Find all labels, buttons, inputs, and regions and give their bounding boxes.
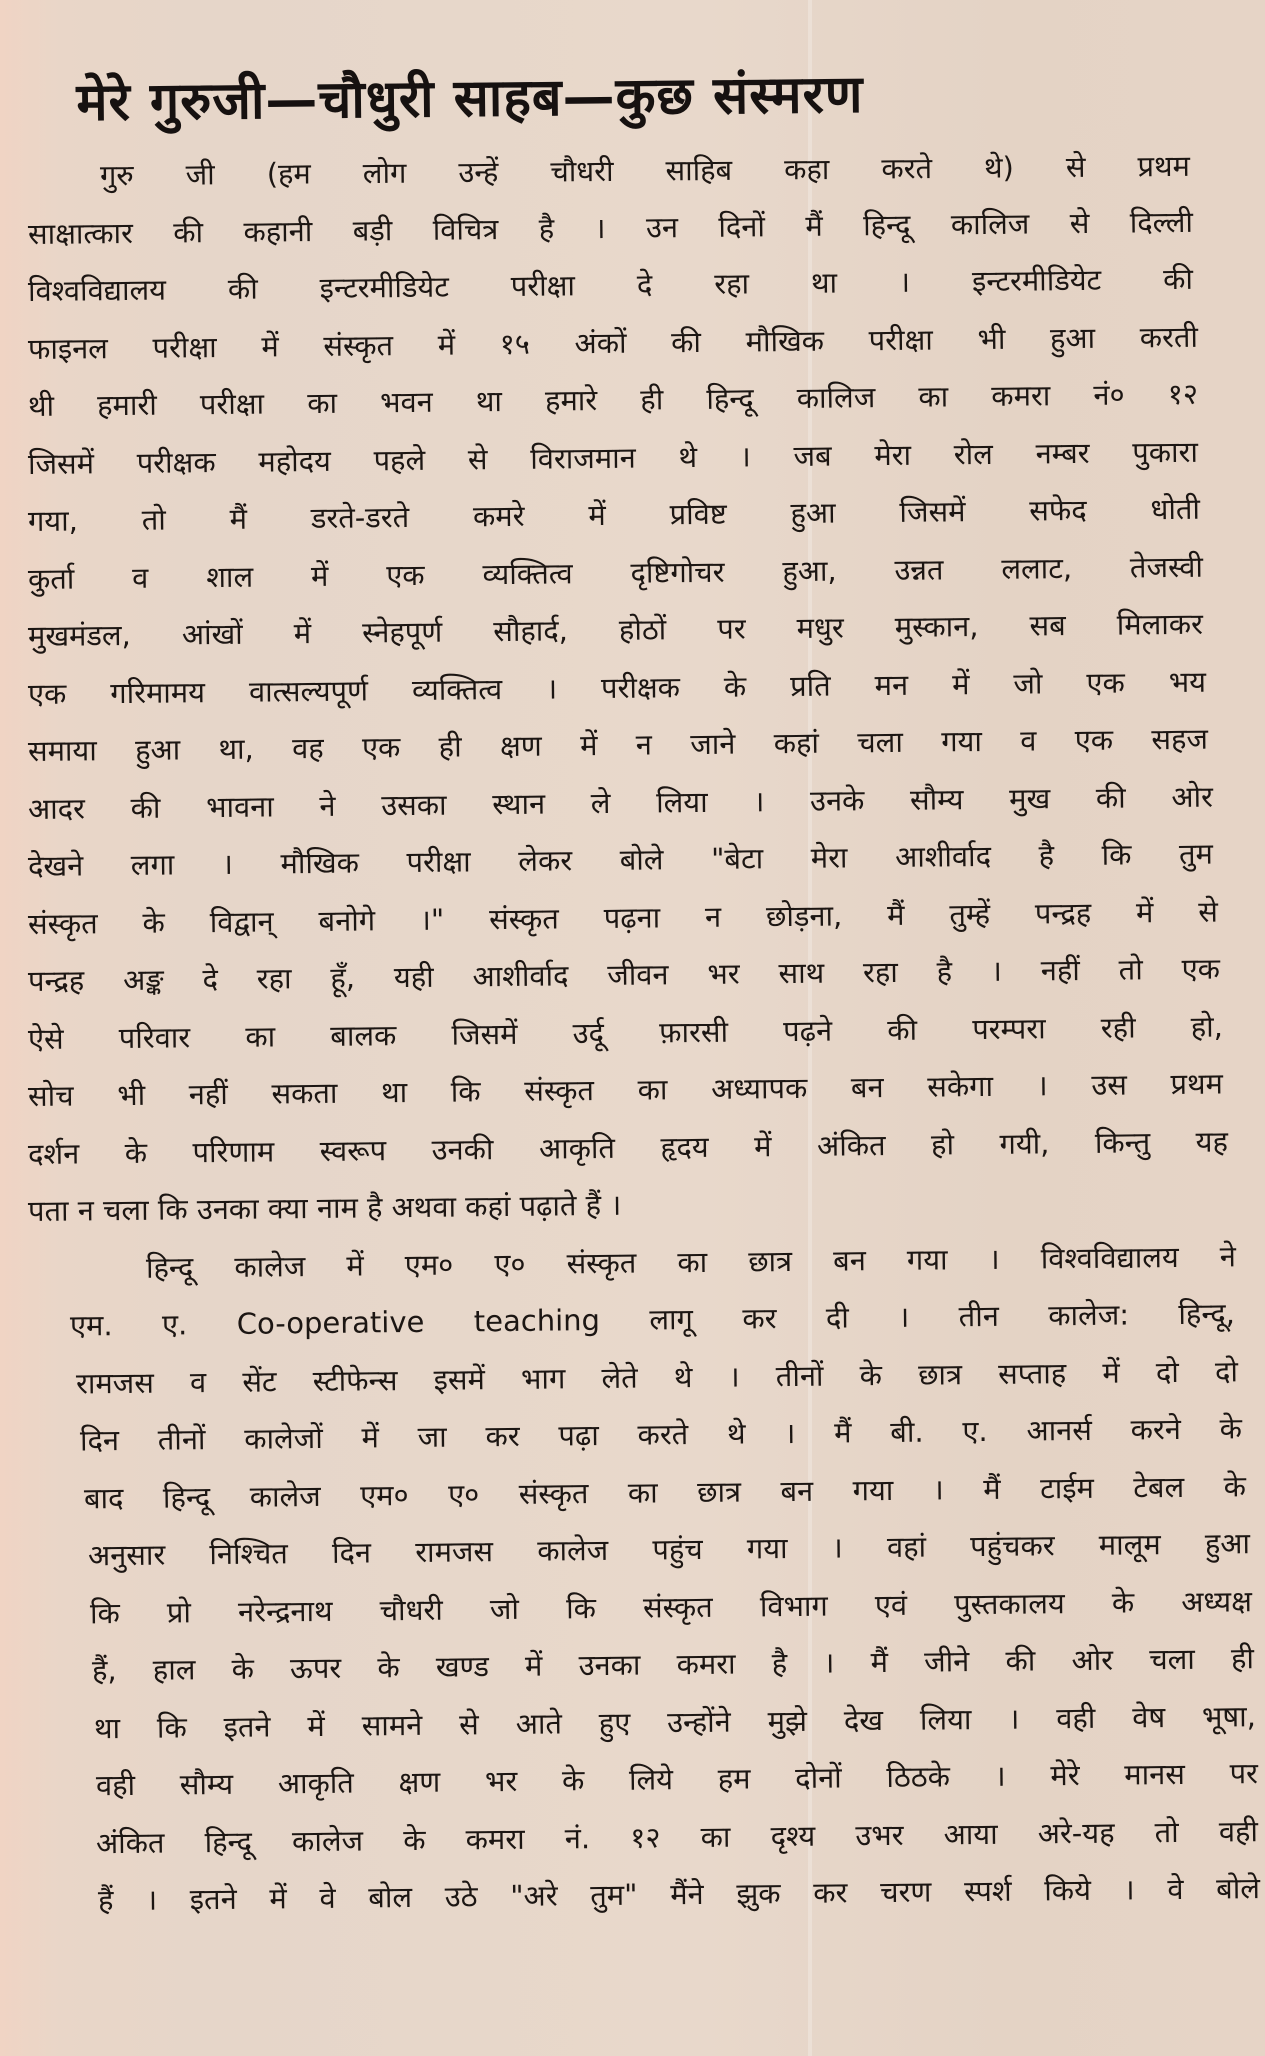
text-line: वही सौम्य आकृति क्षण भर के लिये हम दोनों ठिठके । मेरे मानस पर bbox=[95, 1756, 1259, 1803]
text-line: कि प्रो नरेन्द्रनाथ चौधरी जो कि संस्कृत विभाग एवं पुस्तकालय के अध्यक्ष bbox=[89, 1583, 1253, 1630]
text-line: फाइनल परीक्षा में संस्कृत में १५ अंकों की मौखिक परीक्षा भी हुआ करती bbox=[27, 319, 1199, 366]
text-line: पता न चला कि उनका क्या नाम है अथवा कहां पढ़ाते हैं । bbox=[27, 1187, 622, 1228]
text-line: हिन्दू कालेज में एम० ए० संस्कृत का छात्र बन गया । विश्वविद्यालय ने bbox=[145, 1238, 1237, 1285]
text-line: रामजस व सेंट स्टीफेन्स इसमें भाग लेते थे । तीनों के छात्र सप्ताह में दो दो bbox=[75, 1353, 1239, 1400]
text-line: विश्वविद्यालय की इन्टरमीडियेट परीक्षा दे रहा था । इन्टरमीडियेट की bbox=[27, 261, 1194, 308]
text-line: था कि इतने में सामने से आते हुए उन्होंने मुझे देख लिया । वही वेष भूषा, bbox=[93, 1698, 1257, 1745]
text-line: गुरु जी (हम लोग उन्हें चौधरी साहिब कहा करते थे) से प्रथम bbox=[99, 148, 1191, 193]
text-line: संस्कृत के विद्वान् बनोगे ।" संस्कृत पढ़ना न छोड़ना, मैं तुम्हें पन्द्रह में से bbox=[27, 894, 1219, 941]
text-line: अंकित हिन्दू कालेज के कमरा नं. १२ का दृश्य उभर आया अरे-यह तो वही bbox=[95, 1813, 1259, 1860]
text-line: आदर की भावना ने उसका स्थान ले लिया । उनके सौम्य मुख की ओर bbox=[27, 779, 1214, 826]
text-line: दर्शन के परिणाम स्वरूप उनकी आकृति हृदय में अंकित हो गयी, किन्तु यह bbox=[27, 1123, 1229, 1171]
article-body bbox=[27, 148, 1261, 1931]
text-line: मुखमंडल, आंखों में स्नेहपूर्ण सौहार्द, होठों पर मधुर मुस्कान, सब मिलाकर bbox=[27, 606, 1204, 653]
text-line: गया, तो मैं डरते-डरते कमरे में प्रविष्ट हुआ जिसमें सफेद धोती bbox=[27, 491, 1201, 538]
paragraph-2 bbox=[28, 1238, 1261, 1931]
text-line: साक्षात्कार की कहानी बड़ी विचित्र है । उन दिनों मैं हिन्दू कालिज से दिल्ली bbox=[27, 204, 1194, 251]
text-line: अनुसार निश्चित दिन रामजस कालेज पहुंच गया । वहां पहुंचकर मालूम हुआ bbox=[87, 1526, 1251, 1573]
text-line: थी हमारी परीक्षा का भवन था हमारे ही हिन्दू कालिज का कमरा नं० १२ bbox=[27, 376, 1199, 423]
text-line: समाया हुआ था, वह एक ही क्षण में न जाने कहां चला गया व एक सहज bbox=[27, 721, 1209, 768]
text-line: बाद हिन्दू कालेज एम० ए० संस्कृत का छात्र बन गया । मैं टाईम टेबल के bbox=[83, 1468, 1247, 1515]
text-line: एम. ए. Co-operative teaching लागू कर दी । तीन कालेज: हिन्दू, bbox=[69, 1296, 1236, 1343]
text-line: जिसमें परीक्षक महोदय पहले से विराजमान थे । जब मेरा रोल नम्बर पुकारा bbox=[27, 434, 1199, 481]
text-line: देखने लगा । मौखिक परीक्षा लेकर बोले "बेटा मेरा आशीर्वाद है कि तुम bbox=[27, 836, 1214, 883]
paragraph-1 bbox=[28, 148, 1228, 1241]
text-line: सोच भी नहीं सकता था कि संस्कृत का अध्यापक बन सकेगा । उस प्रथम bbox=[27, 1066, 1224, 1113]
article-title: मेरे गुरुजी—चौधुरी साहब—कुछ संस्मरण bbox=[76, 64, 864, 133]
text-line: ऐसे परिवार का बालक जिसमें उर्दू फ़ारसी पढ़ने की परम्परा रही हो, bbox=[27, 1008, 1224, 1056]
text-line: कुर्ता व शाल में एक व्यक्तित्व दृष्टिगोचर हुआ, उन्नत ललाट, तेजस्वी bbox=[27, 549, 1204, 596]
text-line: पन्द्रह अङ्क दे रहा हूँ, यही आशीर्वाद जीवन भर साथ रहा है । नहीं तो एक bbox=[27, 951, 1221, 998]
text-line: एक गरिमामय वात्सल्यपूर्ण व्यक्तित्व । परीक्षक के प्रति मन में जो एक भय bbox=[27, 664, 1207, 711]
text-line: हैं, हाल के ऊपर के खण्ड में उनका कमरा है । मैं जीने की ओर चला ही bbox=[91, 1641, 1255, 1688]
text-line: दिन तीनों कालेजों में जा कर पढ़ा करते थे । मैं बी. ए. आनर्स करने के bbox=[79, 1411, 1243, 1458]
text-line: हैं । इतने में वे बोल उठे "अरे तुम" मैंने झुक कर चरण स्पर्श किये । वे बोले bbox=[97, 1871, 1261, 1918]
